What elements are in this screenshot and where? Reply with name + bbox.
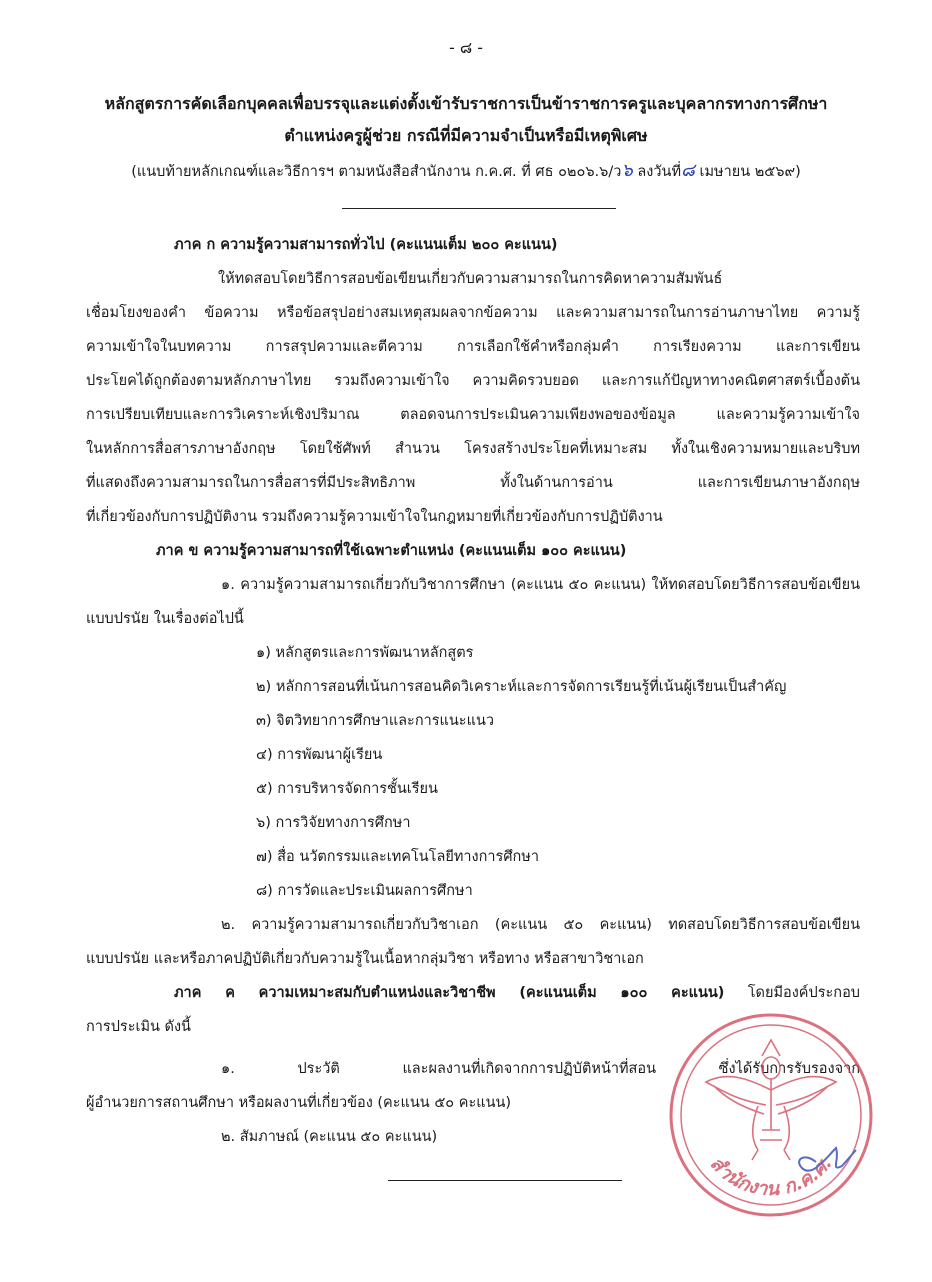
- section-c-heading-rest: โดยมีองค์ประกอบ: [724, 985, 860, 1001]
- list-item: ๒) หลักการสอนที่เน้นการสอนคิดวิเคราะห์และการจัดการเรียนรู้ที่เน้นผู้เรียนเป็นสำคัญ: [256, 679, 787, 695]
- list-item: ๕) การบริหารจัดการชั้นเรียน: [256, 781, 438, 797]
- bottom-divider: [388, 1180, 622, 1181]
- section-a-line: ให้ทดสอบโดยวิธีการสอบข้อเขียนเกี่ยวกับความสามารถในการคิดหาความสัมพันธ์: [218, 271, 723, 287]
- section-c-item2: ๒. สัมภาษณ์ (คะแนน ๕๐ คะแนน): [221, 1129, 438, 1145]
- list-item: ๗) สื่อ นวัตกรรมและเทคโนโลยีทางการศึกษา: [256, 849, 539, 865]
- page-number: - ๘ -: [448, 38, 484, 57]
- document-title-line-2: ตำแหน่งครูผู้ช่วย กรณีที่มีความจำเป็นหรือมีเหตุพิเศษ: [284, 126, 648, 145]
- handwritten-day: ๘: [681, 160, 695, 181]
- section-b-sub1-line: แบบปรนัย ในเรื่องต่อไปนี้: [86, 611, 244, 627]
- list-item: ๘) การวัดและประเมินผลการศึกษา: [256, 883, 473, 899]
- section-a-line: ประโยคได้ถูกต้องตามหลักภาษาไทย รวมถึงความเข้าใจ ความคิดรวบยอด และการแก้ปัญหาทางคณิตศาสตร์เบื้องต้น: [86, 373, 860, 389]
- section-a-line: ที่แสดงถึงความสามารถในการสื่อสารที่มีประสิทธิภาพ ทั้งในด้านการอ่าน และการเขียนภาษาอังกฤษ: [86, 475, 860, 491]
- section-a-heading: ภาค ก ความรู้ความสามารถทั่วไป (คะแนนเต็ม ๒๐๐ คะแนน): [174, 237, 558, 253]
- garuda-emblem-icon: [706, 1040, 836, 1160]
- section-a-line: ที่เกี่ยวข้องกับการปฏิบัติงาน รวมถึงความรู้ความเข้าใจในกฎหมายที่เกี่ยวข้องกับการปฏิบัติงาน: [86, 509, 663, 525]
- section-b-sub2-line: แบบปรนัย และหรือภาคปฏิบัติเกี่ยวกับความรู้ในเนื้อหากลุ่มวิชา หรือทาง หรือสาขาวิชาเอก: [86, 951, 644, 967]
- subtitle-part-1: (แนบท้ายหลักเกณฑ์และวิธีการฯ ตามหนังสือสำนักงาน ก.ค.ศ. ที่ ศธ ๐๒๐๖.๖/ว: [131, 164, 622, 180]
- section-a-line: การเปรียบเทียบและการวิเคราะห์เชิงปริมาณ ตลอดจนการประเมินความเพียงพอของข้อมูล และความรู้ความเข้าใจ: [86, 407, 860, 423]
- list-item: ๖) การวิจัยทางการศึกษา: [256, 815, 411, 831]
- section-a-line: ในหลักการสื่อสารภาษาอังกฤษ โดยใช้ศัพท์ สำนวน โครงสร้างประโยคที่เหมาะสม ทั้งในเชิงความหมายและบริบท: [86, 441, 860, 457]
- subtitle-part-3: เมษายน ๒๕๖๙): [694, 164, 801, 180]
- section-c-item1-line: ๑. ประวัติ และผลงานที่เกิดจากการปฏิบัติหน้าที่สอน ซึ่งได้รับการรับรองจาก: [221, 1061, 860, 1077]
- section-c-heading-line-2: การประเมิน ดังนี้: [86, 1019, 191, 1035]
- list-item: ๑) หลักสูตรและการพัฒนาหลักสูตร: [256, 645, 474, 661]
- handwritten-number: ๖: [621, 160, 633, 181]
- section-b-sub1-line: ๑. ความรู้ความสามารถเกี่ยวกับวิชาการศึกษา (คะแนน ๕๐ คะแนน) ให้ทดสอบโดยวิธีการสอบข้อเขียน: [221, 577, 860, 593]
- official-seal-stamp: [666, 1010, 876, 1220]
- document-subtitle: [60, 156, 872, 187]
- document-title-line-1: หลักสูตรการคัดเลือกบุคคลเพื่อบรรจุและแต่งตั้งเข้ารับราชการเป็นข้าราชการครูและบุคลากรทางการศึกษา: [104, 94, 828, 113]
- top-divider: [342, 208, 616, 209]
- list-item: ๓) จิตวิทยาการศึกษาและการแนะแนว: [256, 713, 494, 729]
- section-b-heading: ภาค ข ความรู้ความสามารถที่ใช้เฉพาะตำแหน่ง (คะแนนเต็ม ๑๐๐ คะแนน): [156, 543, 627, 559]
- seal-text: สำนักงาน ก.ค.ศ.: [705, 1152, 837, 1201]
- section-a-line: เชื่อมโยงของคำ ข้อความ หรือข้อสรุปอย่างสมเหตุสมผลจากข้อความ และความสามารถในการอ่านภาษาไทย ความรู้: [86, 305, 860, 321]
- section-a-line: ความเข้าใจในบทความ การสรุปความและตีความ การเลือกใช้คำหรือกลุ่มคำ การเรียงความ และการเขียน: [86, 339, 860, 355]
- section-c-item1-line: ผู้อำนวยการสถานศึกษา หรือผลงานที่เกี่ยวข้อง (คะแนน ๕๐ คะแนน): [86, 1095, 512, 1111]
- list-item: ๔) การพัฒนาผู้เรียน: [256, 747, 383, 763]
- section-c-heading-bold: ภาค ค ความเหมาะสมกับตำแหน่งและวิชาชีพ (คะแนนเต็ม ๑๐๐ คะแนน): [174, 985, 725, 1001]
- section-b-sub2-line: ๒. ความรู้ความสามารถเกี่ยวกับวิชาเอก (คะแนน ๕๐ คะแนน) ทดสอบโดยวิธีการสอบข้อเขียน: [221, 917, 860, 933]
- subtitle-part-2: ลงวันที่: [632, 164, 681, 180]
- section-c-heading: [86, 976, 860, 1010]
